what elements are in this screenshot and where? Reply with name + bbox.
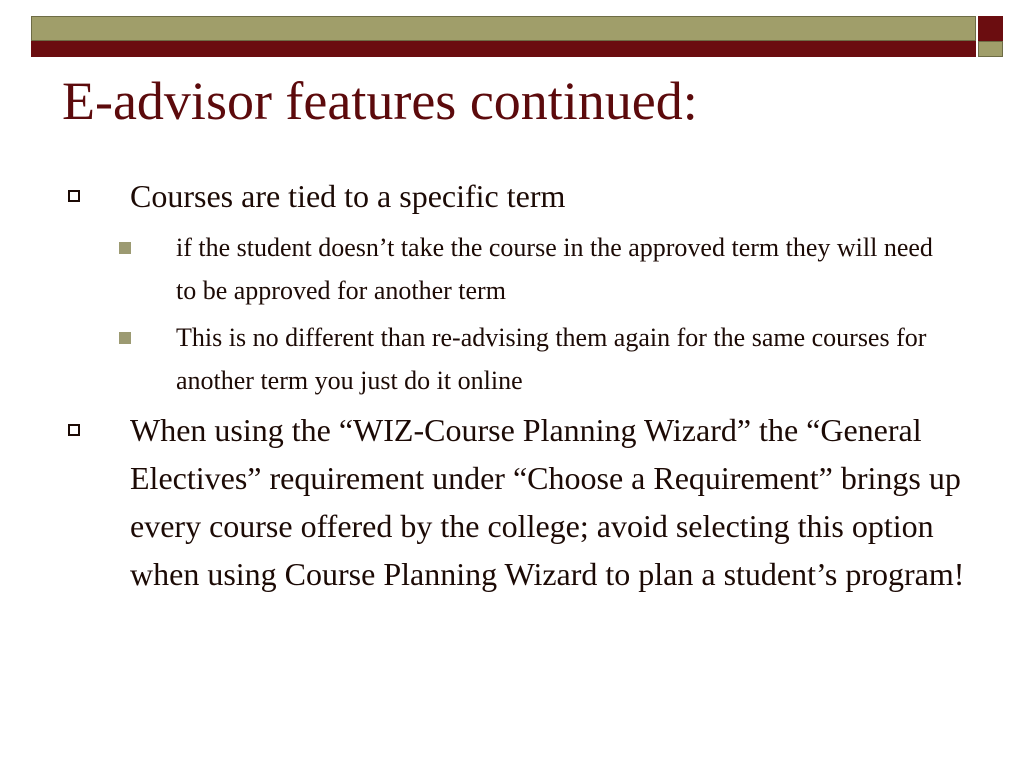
bullet-list — [0, 172, 1024, 598]
filled-square-icon — [119, 332, 131, 344]
sub-bullet-text: if the student doesn’t take the course in the approved term they will need to be approved for another term — [176, 233, 933, 305]
sub-bullet-text: This is no different than re-advising them again for the same courses for another term you just do it online — [176, 323, 927, 395]
sub-bullet-item — [0, 226, 1024, 312]
header-square-maroon — [978, 16, 1003, 41]
slide-title: E-advisor features continued: — [62, 71, 698, 131]
header-bar-maroon — [31, 41, 976, 57]
hollow-square-icon — [68, 424, 80, 436]
filled-square-icon — [119, 242, 131, 254]
header-square-olive — [978, 41, 1003, 57]
bullet-item — [0, 172, 1024, 220]
header-bar-olive — [31, 16, 976, 41]
bullet-text: Courses are tied to a specific term — [130, 178, 566, 214]
hollow-square-icon — [68, 190, 80, 202]
sub-bullet-item — [0, 316, 1024, 402]
bullet-text: When using the “WIZ-Course Planning Wizard” the “General Electives” requirement under “Choose a Requirement” brings up every course offered by the college; avoid selecting this option when using Course Planning Wizard to plan a student’s program! — [130, 412, 965, 592]
bullet-item — [0, 406, 1024, 598]
